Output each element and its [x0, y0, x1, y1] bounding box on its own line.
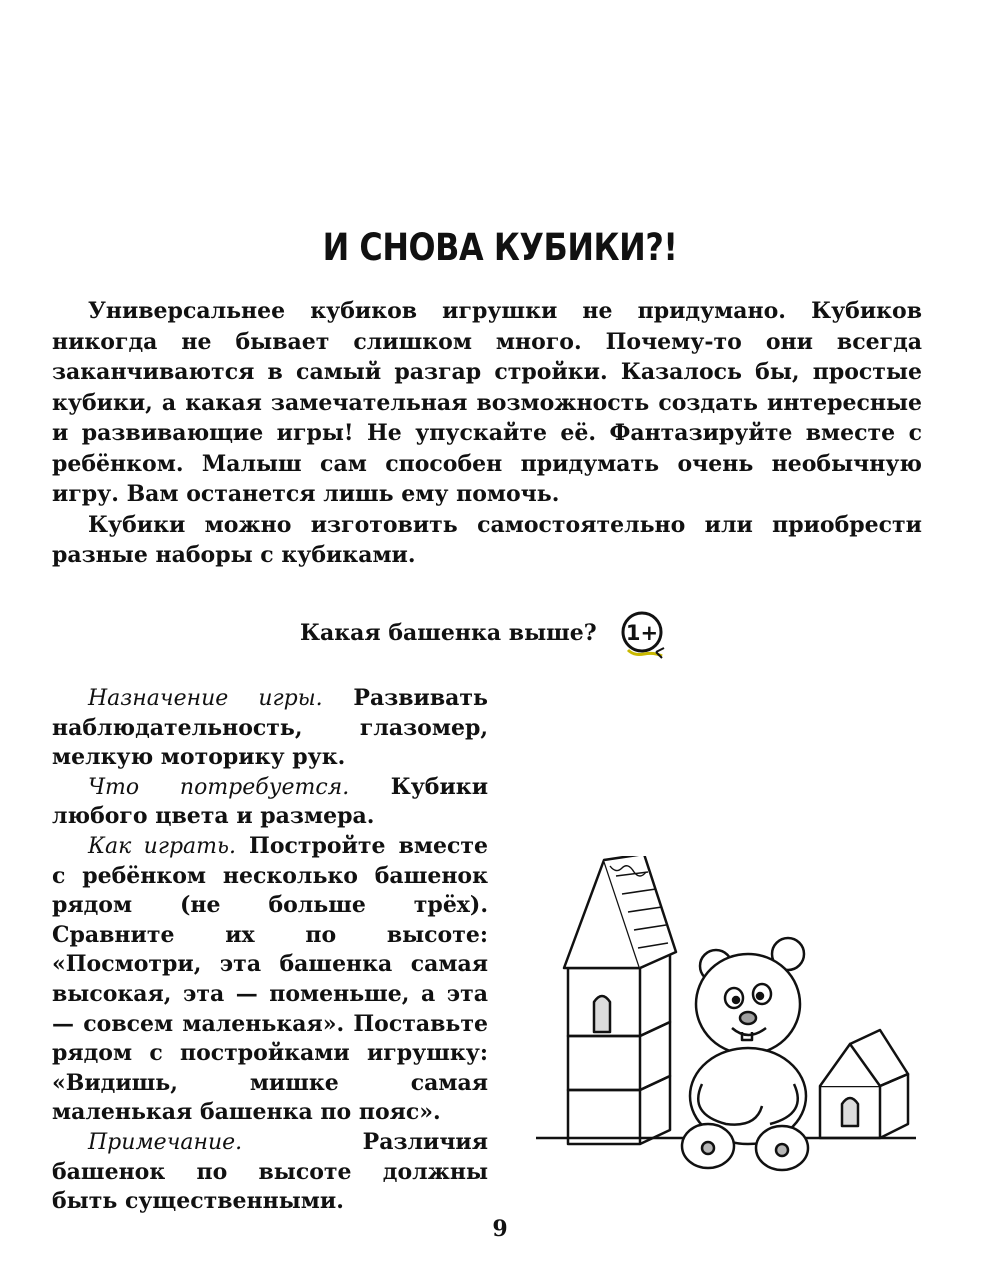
- game-description: [52, 684, 488, 1217]
- bear: [682, 938, 808, 1170]
- section-label: Примечание.: [88, 1129, 243, 1155]
- intro-paragraph: Кубики можно изготовить самостоятельно или приобрести разные наборы с кубиками.: [52, 511, 922, 568]
- intro-paragraph: Универсальнее кубиков игрушки не придумано. Кубиков никогда не бывает слишком много. Почему-то они всегда заканчиваются в самый разгар стройки. Казалось бы, простые кубики, а какая замечательная возможность создать интересные и развивающие игры! Не упускайте её. Фантазируйте вместе с ребёнком. Малыш сам способен придумать очень необычную игру. Вам останется лишь ему помочь.: [52, 298, 922, 507]
- age-badge-icon: [620, 606, 668, 664]
- section-how-to-play: [52, 832, 488, 1128]
- game-title: Какая башенка выше?: [300, 620, 597, 646]
- section-purpose: [52, 684, 488, 773]
- section-note: [52, 1128, 488, 1217]
- intro-text: [52, 296, 922, 571]
- section-text: Кубики любого цвета и размера.: [52, 773, 489, 830]
- section-text: Различия башенок по высоте должны быть существенными.: [52, 1128, 488, 1215]
- section-text: Развивать наблюдательность, глазомер, мелкую моторику рук.: [52, 685, 488, 771]
- age-badge-label: 1+: [625, 621, 659, 645]
- section-text: Постройте вместе с ребёнком несколько башенок рядом (не больше трёх). Сравните их по высоте: «Посмотри, эта башенка самая высокая, эта — поменьше, а эта — совсем маленькая». Поставьте рядом с постройками игрушку: «Видишь, мишке самая маленькая башенка по пояс».: [52, 832, 489, 1126]
- tall-tower: [564, 856, 676, 1144]
- section-label: Что потребуется.: [88, 774, 350, 800]
- page-title: И СНОВА КУБИКИ?!: [322, 226, 678, 269]
- bear-towers-illustration: [536, 856, 926, 1196]
- section-materials: [52, 773, 488, 832]
- small-tower: [820, 1030, 908, 1138]
- towers-and-bear-drawing: [536, 856, 926, 1196]
- section-label: Назначение игры.: [88, 686, 323, 711]
- age-badge: [620, 606, 668, 664]
- page-number: 9: [492, 1216, 508, 1242]
- section-label: Как играть.: [88, 833, 236, 859]
